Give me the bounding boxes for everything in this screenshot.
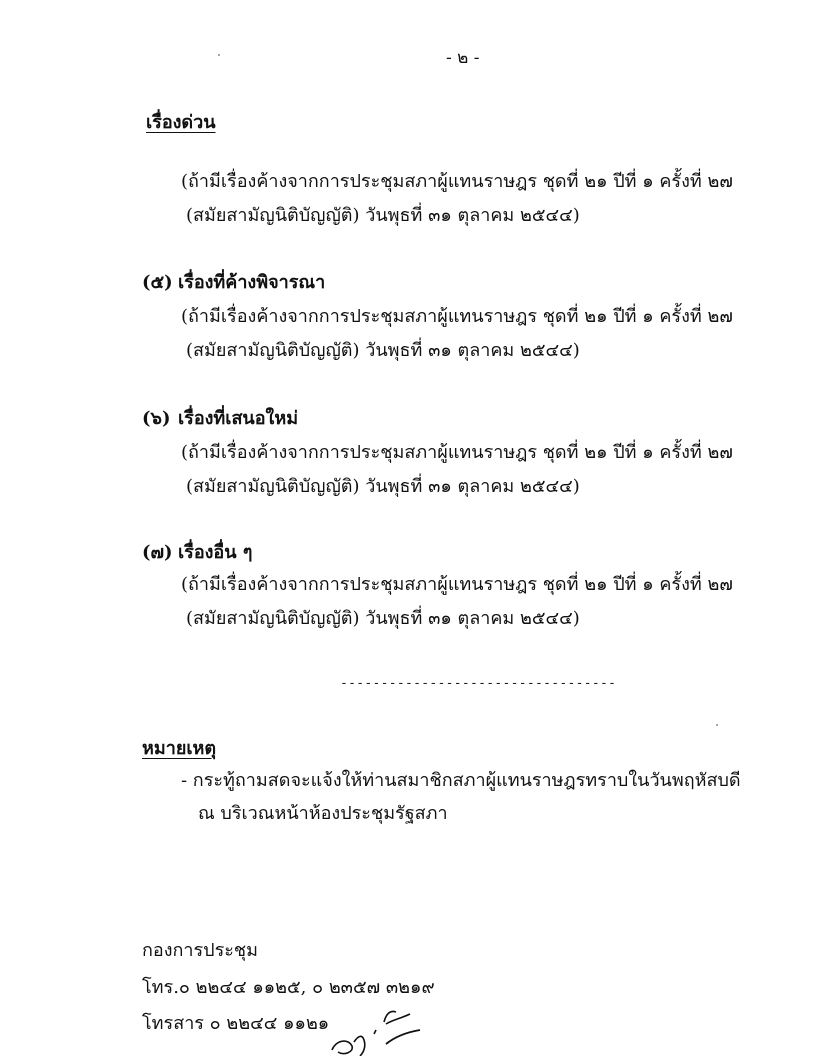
fax-number: โทรสาร ๐ ๒๒๔๔ ๑๑๒๑ [142, 1013, 330, 1034]
section-number: (๖) [142, 408, 171, 429]
section-line-2: (สมัยสามัญนิติบัญญัติ) วันพุธที่ ๓๑ ตุลาคม ๒๕๔๔) [186, 476, 580, 497]
section-title: เรื่องอื่น ๆ [178, 542, 253, 563]
page-number: - ๒ - [446, 48, 480, 68]
handwritten-signature [326, 1000, 426, 1056]
scan-speck [218, 54, 220, 56]
section-line-1: (ถ้ามีเรื่องค้างจากการประชุมสภาผู้แทนราษฎร ชุดที่ ๒๑ ปีที่ ๑ ครั้งที่ ๒๗ [181, 442, 733, 463]
section-divider: ---------------------------------- [340, 676, 617, 691]
scan-speck [716, 724, 718, 726]
section-line-2: (สมัยสามัญนิติบัญญัติ) วันพุธที่ ๓๑ ตุลาคม ๒๕๔๔) [186, 608, 580, 629]
section-line-1: (ถ้ามีเรื่องค้างจากการประชุมสภาผู้แทนราษฎร ชุดที่ ๒๑ ปีที่ ๑ ครั้งที่ ๒๗ [181, 306, 733, 327]
note-line-1: - กระทู้ถามสดจะแจ้งให้ท่านสมาชิกสภาผู้แทนราษฎรทราบในวันพฤหัสบดี [181, 770, 741, 791]
section-title: เรื่องที่ค้างพิจารณา [178, 272, 326, 293]
section-number: (๗) [142, 542, 173, 563]
section-number: (๕) [142, 272, 173, 293]
division-name: กองการประชุม [142, 940, 259, 961]
section-line-1: (ถ้ามีเรื่องค้างจากการประชุมสภาผู้แทนราษฎร ชุดที่ ๒๑ ปีที่ ๑ ครั้งที่ ๒๗ [181, 574, 733, 595]
urgent-line-2: (สมัยสามัญนิติบัญญัติ) วันพุธที่ ๓๑ ตุลาคม ๒๕๔๔) [186, 205, 580, 226]
section-title: เรื่องที่เสนอใหม่ [178, 408, 299, 429]
section-line-2: (สมัยสามัญนิติบัญญัติ) วันพุธที่ ๓๑ ตุลาคม ๒๕๔๔) [186, 340, 580, 361]
phone-numbers: โทร.๐ ๒๒๔๔ ๑๑๒๕, ๐ ๒๓๕๗ ๓๒๑๙ [142, 977, 435, 998]
note-line-2: ณ บริเวณหน้าห้องประชุมรัฐสภา [198, 803, 448, 824]
urgent-line-1: (ถ้ามีเรื่องค้างจากการประชุมสภาผู้แทนราษฎร ชุดที่ ๒๑ ปีที่ ๑ ครั้งที่ ๒๗ [181, 171, 733, 192]
urgent-heading: เรื่องด่วน [146, 112, 216, 133]
note-heading: หมายเหตุ [142, 738, 217, 759]
